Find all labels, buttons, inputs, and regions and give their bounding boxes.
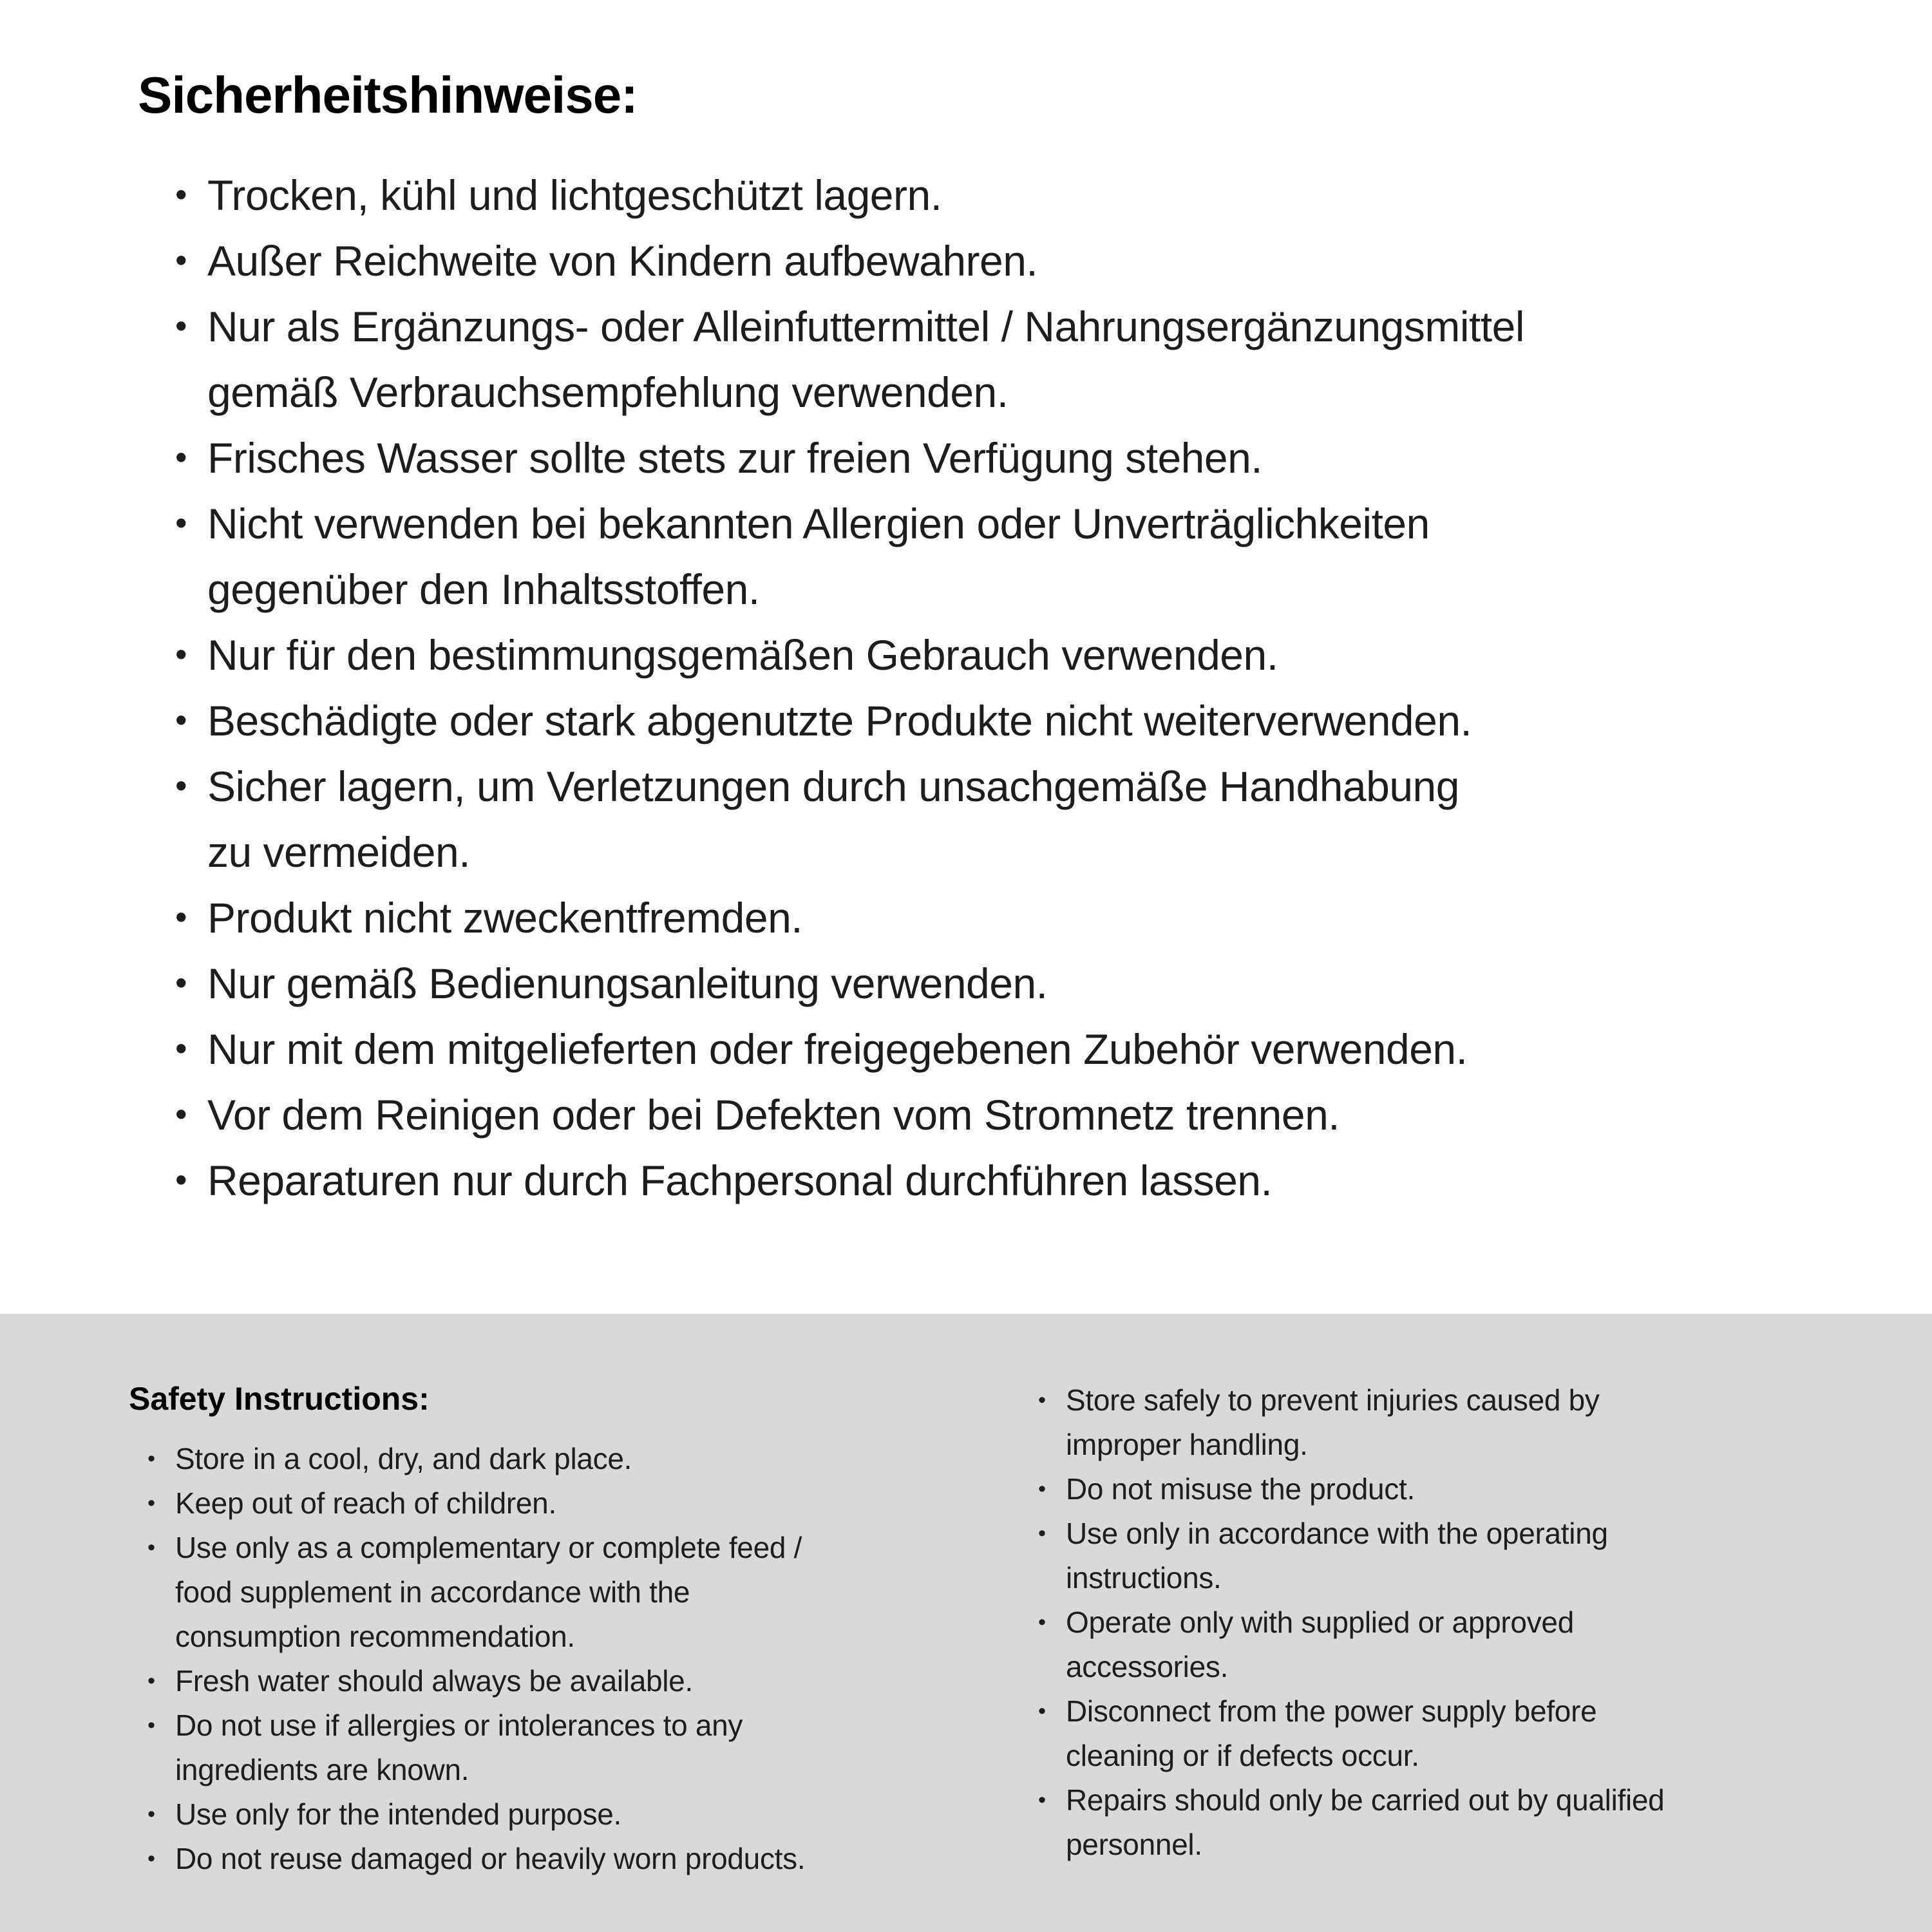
bullet-line: • Außer Reichweite von Kindern aufbewahren.	[207, 237, 1038, 285]
list-item	[1038, 1467, 1855, 1511]
list-item	[1038, 1600, 1855, 1689]
bullet-line: • Reparaturen nur durch Fachpersonal durchführen lassen.	[207, 1157, 1273, 1204]
list-item	[175, 622, 1829, 688]
bullet-line: • Nur mit dem mitgelieferten oder freigegebenen Zubehör verwenden.	[207, 1025, 1468, 1073]
list-item	[1038, 1778, 1855, 1867]
bullet-line: improper handling.	[1066, 1428, 1308, 1461]
bullet-line: • Do not reuse damaged or heavily worn products.	[175, 1842, 806, 1875]
list-item	[175, 294, 1829, 425]
bullet-line: • Trocken, kühl und lichtgeschützt lagern.	[207, 171, 942, 219]
list-item	[147, 1437, 1038, 1481]
bullet-line: • Keep out of reach of children.	[175, 1486, 556, 1520]
bullet-line: • Vor dem Reinigen oder bei Defekten vom Stromnetz trennen.	[207, 1091, 1340, 1139]
bullet-line: • Use only for the intended purpose.	[175, 1797, 622, 1831]
bullet-line: personnel.	[1066, 1828, 1202, 1861]
english-left-column	[129, 1378, 1038, 1932]
bullet-line: • Fresh water should always be available.	[175, 1664, 693, 1698]
bullet-line: • Nur als Ergänzungs- oder Alleinfuttermittel / Nahrungsergänzungsmittel	[207, 303, 1525, 350]
german-title: Sicherheitshinweise:	[138, 66, 638, 124]
list-item	[175, 1016, 1829, 1082]
list-item	[147, 1792, 1038, 1837]
list-item	[1038, 1511, 1855, 1600]
list-item	[147, 1703, 1038, 1792]
bullet-line: gemäß Verbrauchsempfehlung verwenden.	[207, 368, 1009, 416]
bullet-line: ingredients are known.	[175, 1753, 469, 1786]
english-left-bullet-list	[129, 1437, 1038, 1881]
bullet-line: • Use only in accordance with the operating	[1066, 1517, 1608, 1550]
bullet-line: • Do not use if allergies or intolerances to any	[175, 1709, 743, 1742]
bullet-line: cleaning or if defects occur.	[1066, 1739, 1419, 1772]
bullet-line: • Operate only with supplied or approved	[1066, 1605, 1574, 1639]
list-item	[147, 1837, 1038, 1881]
german-bullet-list	[138, 162, 1829, 1213]
bullet-line: food supplement in accordance with the	[175, 1575, 690, 1609]
list-item	[147, 1481, 1038, 1526]
list-item	[147, 1659, 1038, 1703]
list-item	[175, 1148, 1829, 1213]
list-item	[175, 491, 1829, 622]
bullet-line: • Sicher lagern, um Verletzungen durch unsachgemäße Handhabung	[207, 762, 1459, 810]
bullet-line: • Disconnect from the power supply before	[1066, 1694, 1597, 1728]
list-item	[175, 228, 1829, 294]
bullet-line: zu vermeiden.	[207, 828, 471, 876]
english-right-bullet-list	[1038, 1378, 1855, 1867]
bullet-line: • Store in a cool, dry, and dark place.	[175, 1442, 632, 1475]
bullet-line: • Repairs should only be carried out by qualified	[1066, 1783, 1665, 1817]
bullet-line: • Do not misuse the product.	[1066, 1472, 1415, 1506]
list-item	[175, 753, 1829, 885]
list-item	[175, 688, 1829, 753]
bullet-line: • Nur für den bestimmungsgemäßen Gebrauch verwenden.	[207, 631, 1278, 679]
english-right-column	[1038, 1378, 1855, 1932]
list-item	[1038, 1689, 1855, 1778]
bullet-line: accessories.	[1066, 1650, 1229, 1683]
list-item	[175, 885, 1829, 951]
bullet-line: • Produkt nicht zweckentfremden.	[207, 894, 803, 942]
list-item	[1038, 1378, 1855, 1467]
list-item	[147, 1526, 1038, 1659]
english-section	[0, 1314, 1932, 1932]
bullet-line: • Use only as a complementary or complete feed /	[175, 1531, 802, 1564]
list-item	[175, 162, 1829, 228]
bullet-line: consumption recommendation.	[175, 1620, 575, 1653]
bullet-line: • Beschädigte oder stark abgenutzte Produkte nicht weiterverwenden.	[207, 697, 1472, 744]
bullet-line: instructions.	[1066, 1561, 1222, 1595]
bullet-line: • Nur gemäß Bedienungsanleitung verwenden.	[207, 960, 1048, 1007]
bullet-line: • Frisches Wasser sollte stets zur freien Verfügung stehen.	[207, 434, 1263, 482]
bullet-line: gegenüber den Inhaltsstoffen.	[207, 565, 760, 613]
list-item	[175, 1082, 1829, 1148]
bullet-line: • Nicht verwenden bei bekannten Allergien oder Unverträglichkeiten	[207, 500, 1430, 547]
english-title: Safety Instructions:	[129, 1381, 430, 1417]
bullet-line: • Store safely to prevent injuries caused by	[1066, 1383, 1600, 1417]
list-item	[175, 425, 1829, 491]
list-item	[175, 951, 1829, 1016]
